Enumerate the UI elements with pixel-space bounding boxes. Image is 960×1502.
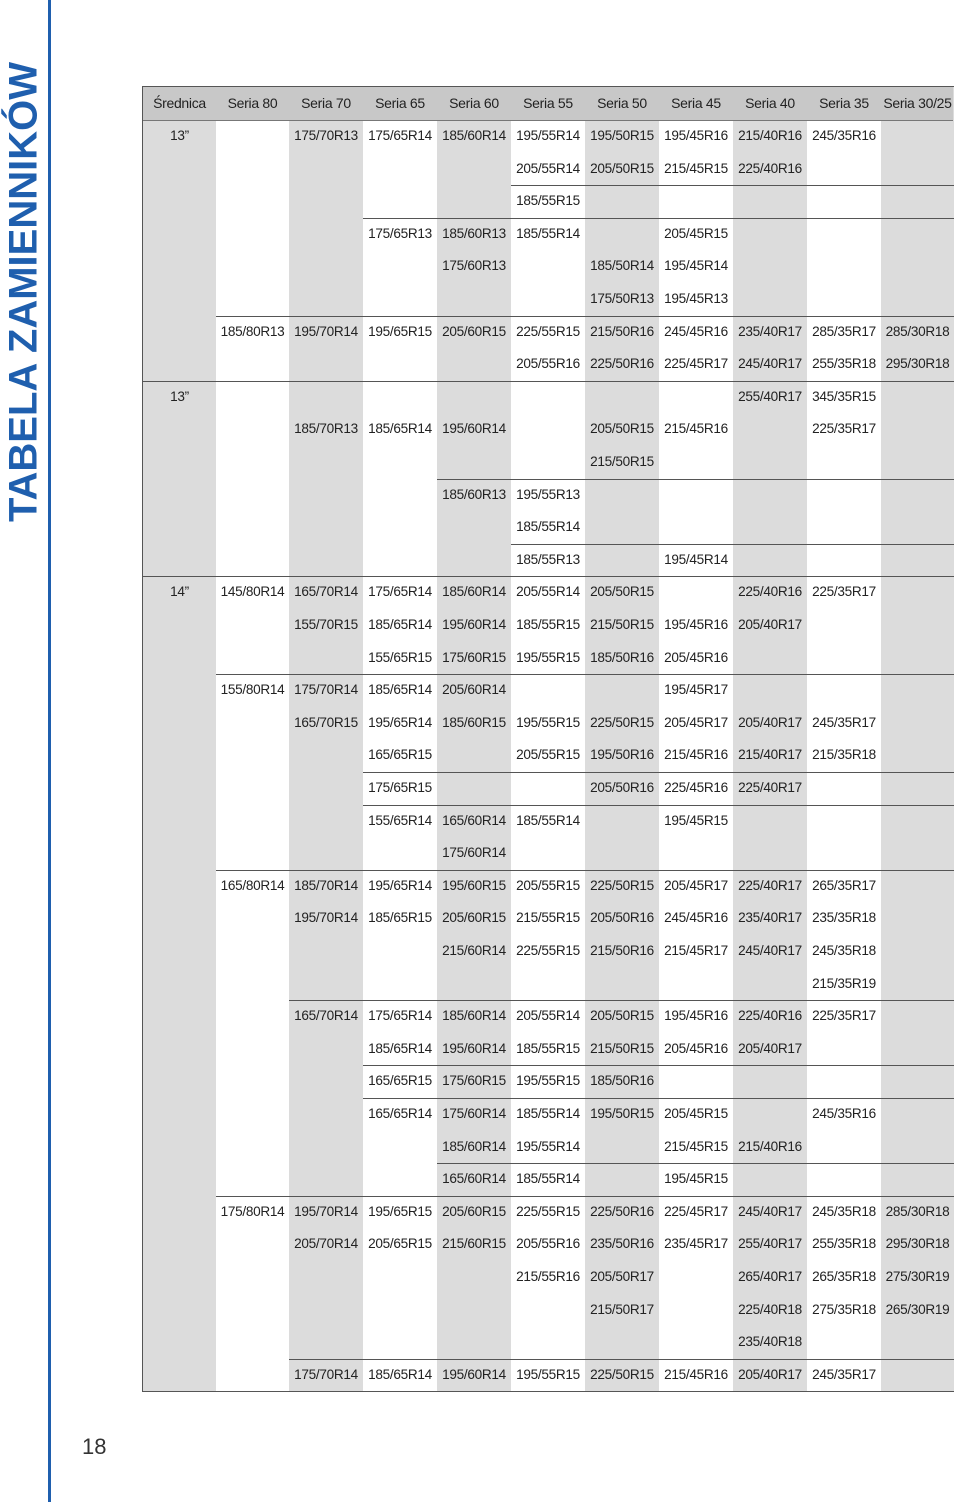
tyre-size-cell: 195/55R14	[516, 128, 580, 143]
column-header: Seria 30/25	[883, 95, 952, 111]
tyre-size-cell: 245/35R18	[812, 943, 876, 958]
tyre-size-cell: 185/55R14	[516, 812, 580, 828]
tyre-size-cell: 225/50R16	[590, 356, 654, 372]
tyre-size-cell: 235/35R18	[812, 910, 876, 926]
tyre-size-cell: 205/45R17	[664, 714, 728, 730]
tyre-size-cell: 165/60R14	[442, 1171, 506, 1187]
tyre-size-cell: 185/60R14	[442, 1138, 506, 1154]
tyre-size-cell: 205/50R16	[590, 910, 654, 926]
tyre-size-cell: 225/45R17	[664, 356, 728, 372]
column-header: Seria 65	[375, 95, 425, 111]
tyre-size-cell: 215/40R16	[738, 1138, 802, 1154]
tyre-size-cell: 225/35R17	[812, 584, 876, 600]
tyre-size-cell: 225/40R16	[738, 1008, 802, 1024]
tyre-size-cell: 185/80R13	[220, 323, 285, 339]
tyre-size-cell: 235/40R18	[738, 1334, 802, 1350]
tyre-size-cell: 185/55R13	[516, 551, 580, 567]
tyre-size-cell: 195/45R17	[664, 682, 728, 698]
tyre-size-cell: 195/70R14	[294, 1203, 358, 1219]
tyre-size-cell: 175/60R14	[442, 1106, 506, 1121]
tyre-size-cell: 165/80R14	[220, 877, 285, 893]
side-title-text: TABELA ZAMIENNIKÓW	[1, 62, 46, 522]
tyre-size-cell: 215/40R17	[738, 747, 802, 763]
tyre-size-cell: 195/50R15	[590, 128, 654, 143]
tyre-size-cell: 175/65R14	[368, 584, 432, 600]
group-separator	[289, 1359, 954, 1360]
tyre-size-cell: 215/55R16	[516, 1269, 580, 1284]
tyre-size-cell: 175/80R14	[220, 1203, 285, 1219]
tyre-size-cell: 265/40R17	[738, 1269, 802, 1284]
tyre-size-cell: 215/60R15	[442, 1236, 506, 1252]
tyre-size-cell: 155/65R14	[368, 812, 432, 828]
tyre-size-cell: 205/55R16	[516, 1236, 580, 1252]
tyre-size-cell: 245/40R17	[738, 1203, 802, 1219]
tyre-size-cell: 195/45R14	[664, 551, 728, 567]
tyre-size-cell: 195/55R15	[516, 1073, 580, 1089]
tyre-size-cell: 245/35R16	[812, 128, 876, 143]
group-separator	[363, 1065, 954, 1066]
column-band	[143, 87, 216, 1391]
group-separator	[363, 772, 954, 773]
tyre-size-cell: 225/35R17	[812, 1008, 876, 1024]
tyre-size-cell: 185/65R14	[368, 617, 432, 632]
tyre-size-cell: 185/55R14	[516, 225, 580, 241]
tyre-size-cell: 215/50R15	[590, 1040, 654, 1056]
tyre-size-cell: 205/60R15	[442, 323, 506, 339]
tyre-size-cell: 195/65R15	[368, 1203, 432, 1219]
tyre-size-cell: 185/70R13	[294, 421, 358, 437]
tyre-size-cell: 205/60R15	[442, 1203, 506, 1219]
tyre-size-cell: 205/45R15	[664, 1106, 728, 1121]
tyre-size-cell: 195/70R14	[294, 323, 358, 339]
tyre-size-cell: 205/40R17	[738, 714, 802, 730]
tyre-size-cell: 175/60R13	[442, 258, 506, 274]
tyre-size-cell: 165/70R15	[294, 714, 358, 730]
tyre-size-cell: 205/40R17	[738, 617, 802, 632]
tyre-size-cell: 225/40R17	[738, 780, 802, 795]
column-header: Seria 70	[301, 95, 351, 111]
tyre-size-cell: 155/80R14	[220, 682, 285, 698]
tyre-size-cell: 265/35R18	[812, 1269, 876, 1284]
group-separator	[363, 218, 954, 219]
tyre-size-cell: 195/50R16	[590, 747, 654, 763]
group-separator	[143, 381, 954, 382]
tyre-size-cell: 225/50R16	[590, 1203, 654, 1219]
tyre-size-cell: 245/35R18	[812, 1203, 876, 1219]
tyre-size-cell: 195/55R15	[516, 1366, 580, 1382]
tyre-size-cell: 155/70R15	[294, 617, 358, 632]
tyre-size-cell: 205/55R15	[516, 877, 580, 893]
tyre-size-cell: 205/40R17	[738, 1040, 802, 1056]
tyre-size-cell: 215/45R16	[664, 1366, 728, 1382]
tyre-size-cell: 185/55R15	[516, 1040, 580, 1056]
tyre-size-cell: 175/60R14	[442, 845, 506, 861]
tyre-size-cell: 205/55R14	[516, 584, 580, 600]
tyre-size-cell: 205/50R15	[590, 1008, 654, 1024]
tyre-size-cell: 255/35R18	[812, 1236, 876, 1252]
tyre-size-cell: 265/30R19	[885, 1301, 950, 1317]
column-header: Seria 45	[671, 95, 721, 111]
tyre-size-cell: 205/45R17	[664, 877, 728, 893]
tyre-size-cell: 185/65R14	[368, 1040, 432, 1056]
tyre-size-cell: 185/70R14	[294, 877, 358, 893]
tyre-size-cell: 175/60R15	[442, 1073, 506, 1089]
group-separator	[216, 870, 954, 871]
tyre-size-cell: 225/50R15	[590, 714, 654, 730]
tyre-size-cell: 205/65R15	[368, 1236, 432, 1252]
group-separator	[216, 674, 954, 675]
tyre-size-cell: 195/70R14	[294, 910, 358, 926]
tyre-size-cell: 195/60R14	[442, 1040, 506, 1056]
tyre-size-cell: 175/50R13	[590, 291, 654, 306]
tyre-size-cell: 185/60R14	[442, 584, 506, 600]
group-separator	[511, 185, 954, 186]
tyre-size-cell: 225/40R16	[738, 160, 802, 176]
tyre-size-cell: 195/65R14	[368, 877, 432, 893]
tyre-size-cell: 215/40R16	[738, 128, 802, 143]
tyre-size-cell: 205/60R15	[442, 910, 506, 926]
tyre-size-cell: 225/40R16	[738, 584, 802, 600]
table-header	[143, 87, 953, 121]
tyre-size-cell: 185/55R15	[516, 617, 580, 632]
tyre-size-cell: 195/55R13	[516, 486, 580, 502]
tyre-size-cell: 245/40R17	[738, 356, 802, 372]
tyre-size-cell: 205/55R14	[516, 160, 580, 176]
tyre-size-cell: 195/50R15	[590, 1106, 654, 1121]
tyre-size-cell: 185/50R16	[590, 1073, 654, 1089]
tyre-size-cell: 225/50R15	[590, 877, 654, 893]
sidebar-divider	[48, 0, 51, 1502]
tyre-size-cell: 215/55R15	[516, 910, 580, 926]
tyre-size-cell: 175/70R14	[294, 682, 358, 698]
tyre-size-cell: 275/35R18	[812, 1301, 876, 1317]
tyre-size-cell: 225/55R15	[516, 323, 580, 339]
column-header: Średnica	[153, 95, 206, 111]
page-number: 18	[82, 1434, 107, 1459]
tyre-size-cell: 215/45R16	[664, 421, 728, 437]
group-separator	[216, 1196, 954, 1197]
tyre-size-cell: 275/30R19	[885, 1269, 950, 1284]
tyre-size-cell: 185/60R14	[442, 128, 506, 143]
tyre-size-cell: 285/30R18	[885, 323, 950, 339]
diameter-cell: 13”	[170, 388, 189, 404]
tyre-size-cell: 215/45R17	[664, 943, 728, 958]
tyre-size-cell: 155/65R15	[368, 649, 432, 665]
tyre-size-cell: 195/45R16	[664, 1008, 728, 1024]
tyre-size-cell: 235/40R17	[738, 910, 802, 926]
tyre-size-cell: 175/65R13	[368, 225, 432, 241]
tyre-size-cell: 205/50R15	[590, 584, 654, 600]
tyre-size-cell: 195/55R14	[516, 1138, 580, 1154]
tyre-size-cell: 175/60R15	[442, 649, 506, 665]
tyre-size-cell: 185/65R14	[368, 421, 432, 437]
tyre-size-cell: 215/35R19	[812, 975, 876, 991]
tyre-size-cell: 215/35R18	[812, 747, 876, 763]
tyre-size-cell: 195/45R16	[664, 617, 728, 632]
tyre-size-cell: 205/70R14	[294, 1236, 358, 1252]
side-title	[0, 0, 48, 522]
group-separator	[289, 1000, 954, 1001]
diameter-cell: 14”	[170, 584, 189, 600]
tyre-size-cell: 245/45R16	[664, 323, 728, 339]
column-header: Seria 60	[449, 95, 499, 111]
tyre-size-cell: 195/45R15	[664, 1171, 728, 1187]
tyre-size-cell: 245/35R16	[812, 1106, 876, 1121]
tyre-size-cell: 225/40R17	[738, 877, 802, 893]
tyre-size-cell: 185/60R13	[442, 225, 506, 241]
tyre-size-cell: 195/60R14	[442, 617, 506, 632]
tyre-size-cell: 195/55R15	[516, 649, 580, 665]
tyre-size-cell: 205/50R17	[590, 1269, 654, 1284]
tyre-size-cell: 215/50R16	[590, 323, 654, 339]
tyre-size-cell: 185/65R14	[368, 682, 432, 698]
replacement-table	[142, 86, 954, 1392]
tyre-size-cell: 205/45R16	[664, 1040, 728, 1056]
tyre-size-cell: 185/55R14	[516, 1106, 580, 1121]
group-separator	[363, 805, 954, 806]
tyre-size-cell: 255/40R17	[738, 1236, 802, 1252]
tyre-size-cell: 215/50R15	[590, 454, 654, 469]
tyre-size-cell: 165/70R14	[294, 584, 358, 600]
tyre-size-cell: 225/40R18	[738, 1301, 802, 1317]
tyre-size-cell: 235/45R17	[664, 1236, 728, 1252]
tyre-size-cell: 175/70R14	[294, 1366, 358, 1382]
tyre-size-cell: 205/45R15	[664, 225, 728, 241]
tyre-size-cell: 295/30R18	[885, 356, 950, 372]
tyre-size-cell: 195/45R13	[664, 291, 728, 306]
tyre-size-cell: 205/40R17	[738, 1366, 802, 1382]
tyre-size-cell: 285/35R17	[812, 323, 876, 339]
tyre-size-cell: 185/50R14	[590, 258, 654, 274]
tyre-size-cell: 225/50R15	[590, 1366, 654, 1382]
column-header: Seria 80	[227, 95, 278, 111]
tyre-size-cell: 295/30R18	[885, 1236, 950, 1252]
tyre-size-cell: 225/45R16	[664, 780, 728, 795]
diameter-cell: 13”	[170, 128, 189, 143]
tyre-size-cell: 215/50R17	[590, 1301, 654, 1317]
tyre-size-cell: 195/45R15	[664, 812, 728, 828]
tyre-size-cell: 195/65R14	[368, 714, 432, 730]
tyre-size-cell: 255/40R17	[738, 388, 802, 404]
tyre-size-cell: 225/45R17	[664, 1203, 728, 1219]
group-separator	[363, 1098, 954, 1099]
column-header: Seria 35	[819, 95, 869, 111]
tyre-size-cell: 205/50R15	[590, 160, 654, 176]
tyre-size-cell: 205/55R16	[516, 356, 580, 372]
tyre-size-cell: 245/45R16	[664, 910, 728, 926]
group-separator	[437, 479, 954, 480]
tyre-size-cell: 175/70R13	[294, 128, 358, 143]
tyre-size-cell: 185/55R14	[516, 519, 580, 535]
tyre-size-cell: 195/65R15	[368, 323, 432, 339]
tyre-size-cell: 185/65R15	[368, 910, 432, 926]
column-header: Seria 40	[745, 95, 795, 111]
tyre-size-cell: 165/65R14	[368, 1106, 432, 1121]
tyre-size-cell: 185/65R14	[368, 1366, 432, 1382]
tyre-size-cell: 235/40R17	[738, 323, 802, 339]
column-header: Seria 50	[597, 95, 647, 111]
tyre-size-cell: 195/45R16	[664, 128, 728, 143]
tyre-size-cell: 195/45R14	[664, 258, 728, 274]
tyre-size-cell: 165/65R15	[368, 747, 432, 763]
tyre-size-cell: 225/55R15	[516, 943, 580, 958]
tyre-size-cell: 215/45R15	[664, 1138, 728, 1154]
tyre-size-cell: 145/80R14	[220, 584, 285, 600]
tyre-size-cell: 255/35R18	[812, 356, 876, 372]
tyre-size-cell: 175/65R14	[368, 128, 432, 143]
tyre-size-cell: 265/35R17	[812, 877, 876, 893]
tyre-size-cell: 185/60R14	[442, 1008, 506, 1024]
tyre-size-cell: 215/50R15	[590, 617, 654, 632]
tyre-size-cell: 195/60R14	[442, 421, 506, 437]
tyre-size-cell: 205/55R14	[516, 1008, 580, 1024]
tyre-size-cell: 235/50R16	[590, 1236, 654, 1252]
column-header: Seria 55	[523, 95, 573, 111]
tyre-size-cell: 195/60R14	[442, 1366, 506, 1382]
tyre-size-cell: 185/60R13	[442, 486, 506, 502]
tyre-size-cell: 175/65R15	[368, 780, 432, 795]
group-separator	[511, 544, 954, 545]
tyre-size-cell: 205/50R16	[590, 780, 654, 795]
tyre-size-cell: 195/60R15	[442, 877, 506, 893]
group-separator	[216, 316, 954, 317]
tyre-size-cell: 245/35R17	[812, 714, 876, 730]
tyre-size-cell: 185/55R14	[516, 1171, 580, 1187]
tyre-size-cell: 245/40R17	[738, 943, 802, 958]
tyre-size-cell: 285/30R18	[885, 1203, 950, 1219]
tyre-size-cell: 215/45R15	[664, 160, 728, 176]
tyre-size-cell: 215/45R16	[664, 747, 728, 763]
tyre-size-cell: 185/55R15	[516, 193, 580, 209]
tyre-size-cell: 225/55R15	[516, 1203, 580, 1219]
tyre-size-cell: 185/50R16	[590, 649, 654, 665]
tyre-size-cell: 205/45R16	[664, 649, 728, 665]
tyre-size-cell: 175/65R14	[368, 1008, 432, 1024]
tyre-size-cell: 205/55R15	[516, 747, 580, 763]
tyre-size-cell: 215/50R16	[590, 943, 654, 958]
tyre-size-cell: 225/35R17	[812, 421, 876, 437]
group-separator	[143, 576, 954, 577]
tyre-size-cell: 245/35R17	[812, 1366, 876, 1382]
tyre-size-cell: 205/60R14	[442, 682, 506, 698]
tyre-size-cell: 345/35R15	[812, 388, 876, 404]
tyre-size-cell: 165/60R14	[442, 812, 506, 828]
tyre-size-cell: 205/50R15	[590, 421, 654, 437]
tyre-size-cell: 195/55R15	[516, 714, 580, 730]
tyre-size-cell: 165/65R15	[368, 1073, 432, 1089]
group-separator	[437, 1163, 954, 1164]
tyre-size-cell: 165/70R14	[294, 1008, 358, 1024]
tyre-size-cell: 215/60R14	[442, 943, 506, 958]
tyre-size-cell: 185/60R15	[442, 714, 506, 730]
